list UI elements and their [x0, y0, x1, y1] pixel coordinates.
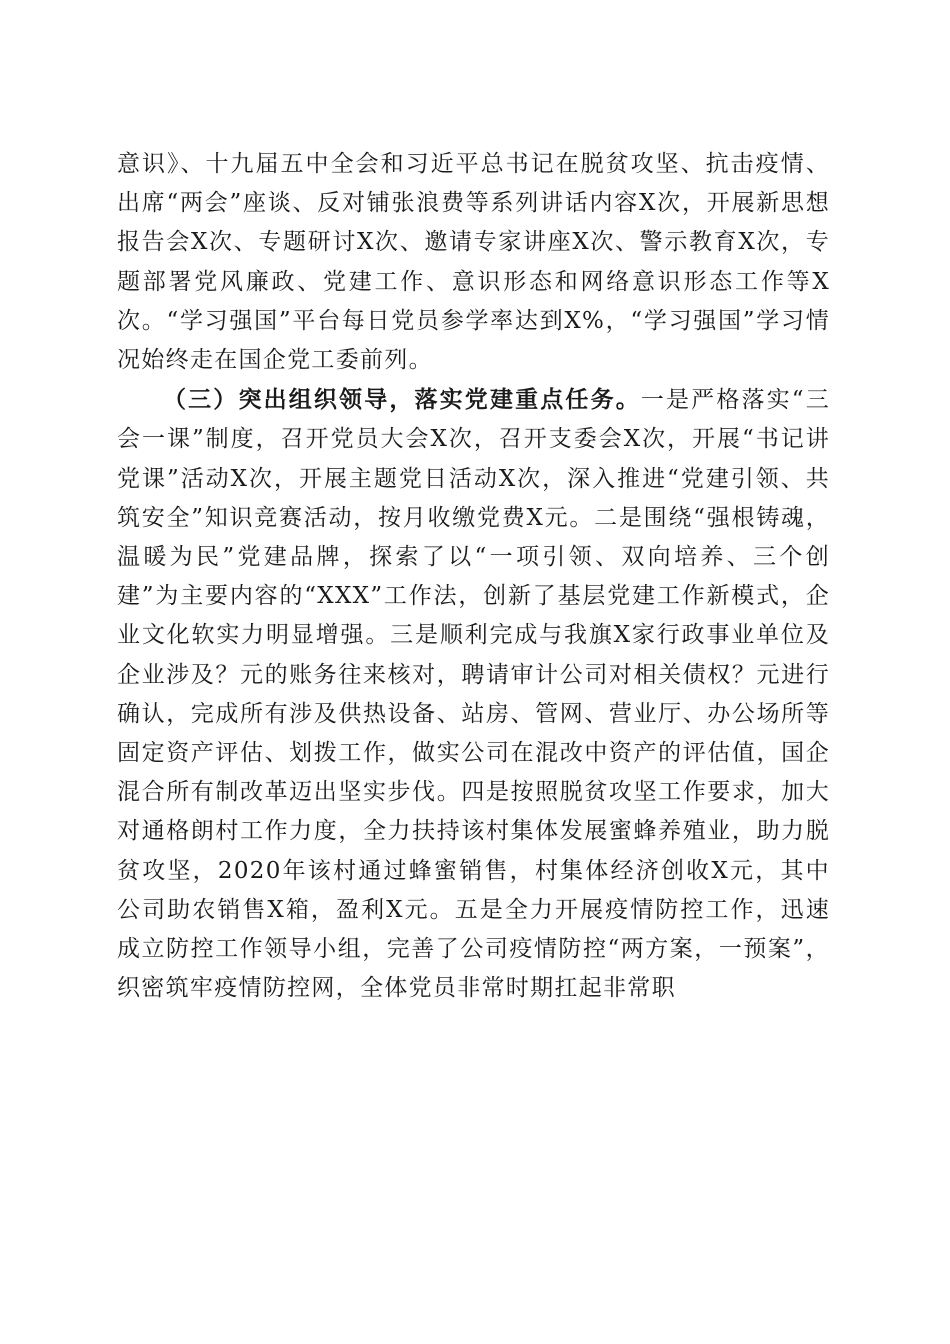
section-heading: （三）突出组织领导，落实党建重点任务。 [163, 386, 641, 414]
paragraph-section-three [117, 380, 830, 1008]
paragraph-continued: 意识》、十九届五中全会和习近平总书记在脱贫攻坚、抗击疫情、出席“两会”座谈、反对铺张浪费等系列讲话内容X次，开展新思想报告会X次、专题研讨X次、邀请专家讲座X次、警示教育X次，专题部署党风廉政、党建工作、意识形态和网络意识形态工作等X次。“学习强国”平台每日党员参学率达到X%，“学习强国”学习情况始终走在国企党工委前列。 [117, 151, 830, 374]
section-body: 一是严格落实“三会一课”制度，召开党员大会X次，召开支委会X次，开展“书记讲党课”活动X次，开展主题党日活动X次，深入推进“党建引领、共筑安全”知识竞赛活动，按月收缴党费X元。二是围绕“强根铸魂，温暖为民”党建品牌，探索了以“一项引领、双向培养、三个创建”为主要内容的“XXX”工作法，创新了基层党建工作新模式，企业文化软实力明显增强。三是顺利完成与我旗X家行政事业单位及企业涉及？元的账务往来核对，聘请审计公司对相关债权？元进行确认，完成所有涉及供热设备、站房、管网、营业厅、办公场所等固定资产评估、划拨工作，做实公司在混改中资产的评估值，国企混合所有制改革迈出坚实步伐。四是按照脱贫攻坚工作要求，加大对通格朗村工作力度，全力扶持该村集体发展蜜蜂养殖业，助力脱贫攻坚，2020年该村通过蜂蜜销售，村集体经济创收X元，其中公司助农销售X箱，盈利X元。五是全力开展疫情防控工作，迅速成立防控工作领导小组，完善了公司疫情防控“两方案，一预案”，织密筑牢疫情防控网，全体党员非常时期扛起非常职 [117, 387, 830, 1002]
body-text [117, 145, 830, 1008]
